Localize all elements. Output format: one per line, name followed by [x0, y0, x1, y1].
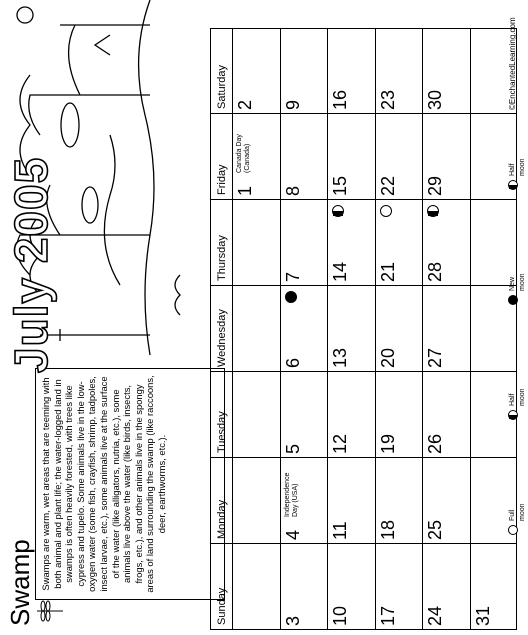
calendar-day-cell — [280, 458, 328, 544]
day-number: 25 — [425, 519, 445, 540]
calendar-day-cell — [327, 458, 375, 544]
calendar-day-cell — [422, 286, 470, 372]
day-number: 2 — [235, 99, 255, 110]
calendar-day-cell — [280, 28, 328, 114]
day-number: 18 — [377, 519, 398, 540]
full-moon-icon — [380, 205, 392, 217]
day-number: 29 — [425, 175, 445, 196]
day-number: 23 — [377, 89, 398, 110]
calendar-day-cell — [375, 458, 423, 544]
calendar-day-cell — [232, 28, 280, 114]
half-moon-icon — [427, 205, 439, 217]
day-number: 7 — [282, 271, 303, 282]
holiday-note: Canada Day (Canada) — [236, 134, 251, 173]
day-number: 5 — [282, 443, 303, 454]
weekday-header: Monday — [210, 458, 232, 544]
calendar-day-cell — [280, 372, 328, 458]
day-number: 8 — [282, 185, 303, 196]
day-number: 17 — [377, 605, 398, 626]
calendar-day-cell — [327, 200, 375, 286]
day-number: 30 — [425, 89, 445, 110]
weekday-header: Wednesday — [210, 286, 232, 372]
day-number: 19 — [377, 433, 398, 454]
calendar-day-cell — [375, 544, 423, 630]
day-number: 4 — [282, 529, 303, 540]
half-moon-icon — [508, 180, 518, 190]
calendar-day-cell — [375, 372, 423, 458]
calendar-day-cell — [232, 286, 280, 372]
month-title: July 2005 — [5, 156, 57, 373]
day-number: 13 — [330, 347, 350, 368]
calendar-day-cell — [280, 114, 328, 200]
calendar-day-cell — [422, 28, 470, 114]
calendar-day-cell — [375, 114, 423, 200]
day-number: 26 — [425, 433, 445, 454]
dragonfly-icon — [35, 600, 65, 622]
calendar-day-cell — [327, 286, 375, 372]
weekday-header: Sunday — [210, 544, 232, 630]
day-number: 21 — [377, 261, 398, 282]
holiday-note: Independence Day (USA) — [283, 472, 299, 517]
topic-title: Swamp — [5, 539, 35, 626]
calendar-day-cell — [280, 200, 328, 286]
description-panel — [5, 360, 230, 630]
day-number: 31 — [472, 605, 493, 626]
calendar-day-cell — [327, 114, 375, 200]
legend-label: Half moon — [509, 388, 526, 406]
calendar-day-cell — [422, 544, 470, 630]
calendar-day-cell — [375, 286, 423, 372]
day-number: 9 — [282, 99, 303, 110]
half-moon-icon — [508, 410, 518, 420]
calendar-day-cell — [422, 372, 470, 458]
day-number: 14 — [330, 261, 350, 282]
new-moon-icon — [285, 291, 297, 303]
day-number: 27 — [425, 347, 445, 368]
calendar-day-cell — [327, 28, 375, 114]
calendar-day-cell — [232, 372, 280, 458]
calendar-day-cell — [232, 544, 280, 630]
calendar-day-cell — [375, 200, 423, 286]
day-number: 11 — [330, 521, 350, 540]
day-number: 24 — [425, 605, 445, 626]
calendar-day-cell — [422, 114, 470, 200]
calendar-day-cell — [422, 458, 470, 544]
calendar-day-cell — [375, 28, 423, 114]
new-moon-icon — [508, 295, 518, 305]
calendar-day-cell — [280, 286, 328, 372]
calendar-day-cell — [232, 458, 280, 544]
day-number: 20 — [377, 347, 398, 368]
calendar-day-cell — [422, 200, 470, 286]
day-number: 12 — [330, 433, 350, 454]
day-number: 1 — [235, 185, 255, 196]
calendar-day-cell — [470, 544, 518, 630]
calendar-grid — [210, 28, 517, 630]
weekday-header: Saturday — [210, 28, 232, 114]
topic-description: Swamps are warm, wet areas that are teeming with both animal and plant life; the water-logged land in swamps is often heavily forested, with trees like cypress and tupelo. Some animals live in the low-oxygen water (some fish, crayfish, shrimp, tadpoles, insect larvae, etc.), some animals live at the surface of the water (like alligators, nutria, etc.), some animals live above the water (like birds, insects, frogs, etc.), and other animals live in the spongy areas of land surrounding the swamp (like raccoons, deer, earthworms, etc.). — [35, 368, 225, 600]
legend-label: Half moon — [509, 158, 526, 176]
legend-label: Full moon — [509, 503, 526, 521]
day-number: 10 — [330, 605, 350, 626]
day-number: 22 — [377, 175, 398, 196]
website-credit: ©EnchantedLearning.com — [508, 17, 517, 110]
day-number: 3 — [282, 615, 303, 626]
calendar-day-cell — [470, 28, 518, 114]
calendar-day-cell — [327, 372, 375, 458]
day-number: 6 — [282, 357, 303, 368]
calendar-day-cell — [232, 200, 280, 286]
calendar-day-cell — [232, 114, 280, 200]
weekday-header: Friday — [210, 114, 232, 200]
legend-label: New moon — [509, 273, 526, 291]
calendar-day-cell — [280, 544, 328, 630]
calendar-day-cell — [327, 544, 375, 630]
day-number: 15 — [330, 175, 350, 196]
day-number: 16 — [330, 89, 350, 110]
half-moon-icon — [332, 205, 344, 217]
full-moon-icon — [508, 525, 518, 535]
weekday-header: Thursday — [210, 200, 232, 286]
day-number: 28 — [425, 261, 445, 282]
weekday-header: Tuesday — [210, 372, 232, 458]
